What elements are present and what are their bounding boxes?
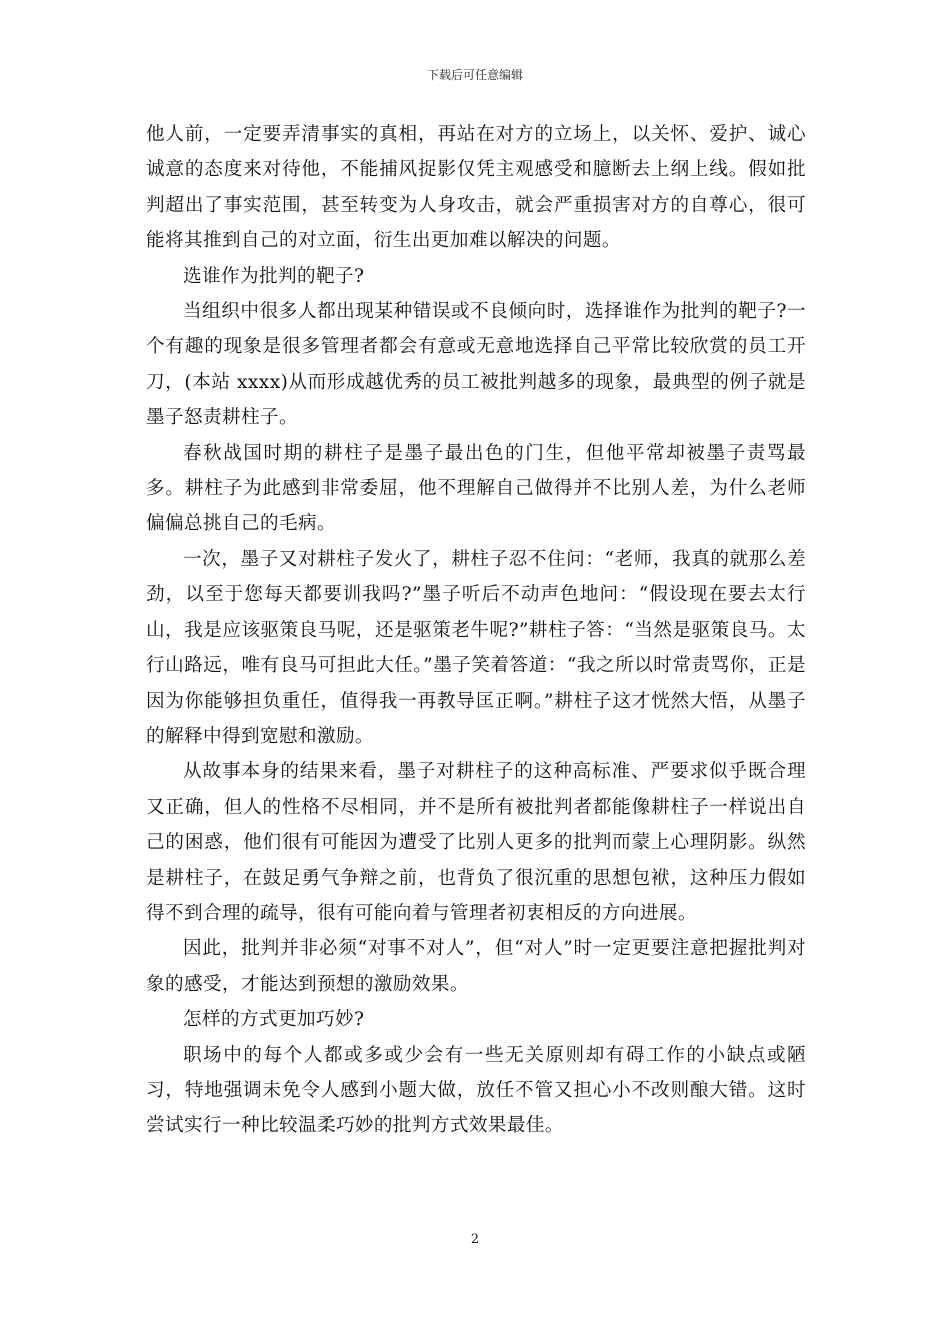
- paragraph: 从故事本身的结果来看，墨子对耕柱子的这种高标准、严要求似乎既合理又正确，但人的性格不尽相同，并不是所有被批判者都能像耕柱子一样说出自己的困惑，他们很有可能因为遭受了比别人更多的批判而蒙上心理阴影。纵然是耕柱子，在鼓足勇气争辩之前，也背负了很沉重的思想包袱，这种压力假如得不到合理的疏导，很有可能向着与管理者初衷相反的方向进展。: [146, 761, 806, 924]
- section-question: 怎样的方式更加巧妙?: [183, 1009, 365, 1031]
- page-header: 下载后可任意编辑: [426, 68, 523, 82]
- document-body: [146, 117, 806, 1144]
- paragraph: 春秋战国时期的耕柱子是墨子最出色的门生，但他平常却被墨子责骂最多。耕柱子为此感到非常委屈，他不理解自己做得并不比别人差，为什么老师偏偏总挑自己的毛病。: [146, 442, 806, 535]
- paragraph: 因此，批判并非必须“对事不对人”，但“对人”时一定更要注意把握批判对象的感受，才能达到预想的激励效果。: [146, 938, 806, 995]
- paragraph: 他人前，一定要弄清事实的真相，再站在对方的立场上，以关怀、爱护、诚心诚意的态度来对待他，不能捕风捉影仅凭主观感受和臆断去上纲上线。假如批判超出了事实范围，甚至转变为人身攻击，就会严重损害对方的自尊心，很可能将其推到自己的对立面，衍生出更加难以解决的问题。: [146, 124, 806, 252]
- paragraph: 职场中的每个人都或多或少会有一些无关原则却有碍工作的小缺点或陋习，特地强调未免令人感到小题大做，放任不管又担心小不改则酿大错。这时尝试实行一种比较温柔巧妙的批判方式效果最佳。: [146, 1044, 806, 1137]
- section-question: 选谁作为批判的靶子?: [183, 265, 365, 287]
- page-number: 2: [470, 1232, 480, 1247]
- paragraph: 一次，墨子又对耕柱子发火了，耕柱子忍不住问：“老师，我真的就那么差劲，以至于您每天都要训我吗?”墨子听后不动声色地问：“假设现在要去太行山，我是应该驱策良马呢，还是驱策老牛呢?”耕柱子答：“当然是驱策良马。太行山路远，唯有良马可担此大任。”墨子笑着答道：“我之所以时常责骂你，正是因为你能够担负重任，值得我一再教导匡正啊。”耕柱子这才恍然大悟，从墨子的解释中得到宽慰和激励。: [146, 548, 806, 747]
- paragraph: 当组织中很多人都出现某种错误或不良倾向时，选择谁作为批判的靶子?一个有趣的现象是很多管理者都会有意或无意地选择自己平常比较欣赏的员工开刀，(本站 xxxx)从而形成越优秀的员工被批判越多的现象，最典型的例子就是墨子怒责耕柱子。: [146, 301, 806, 429]
